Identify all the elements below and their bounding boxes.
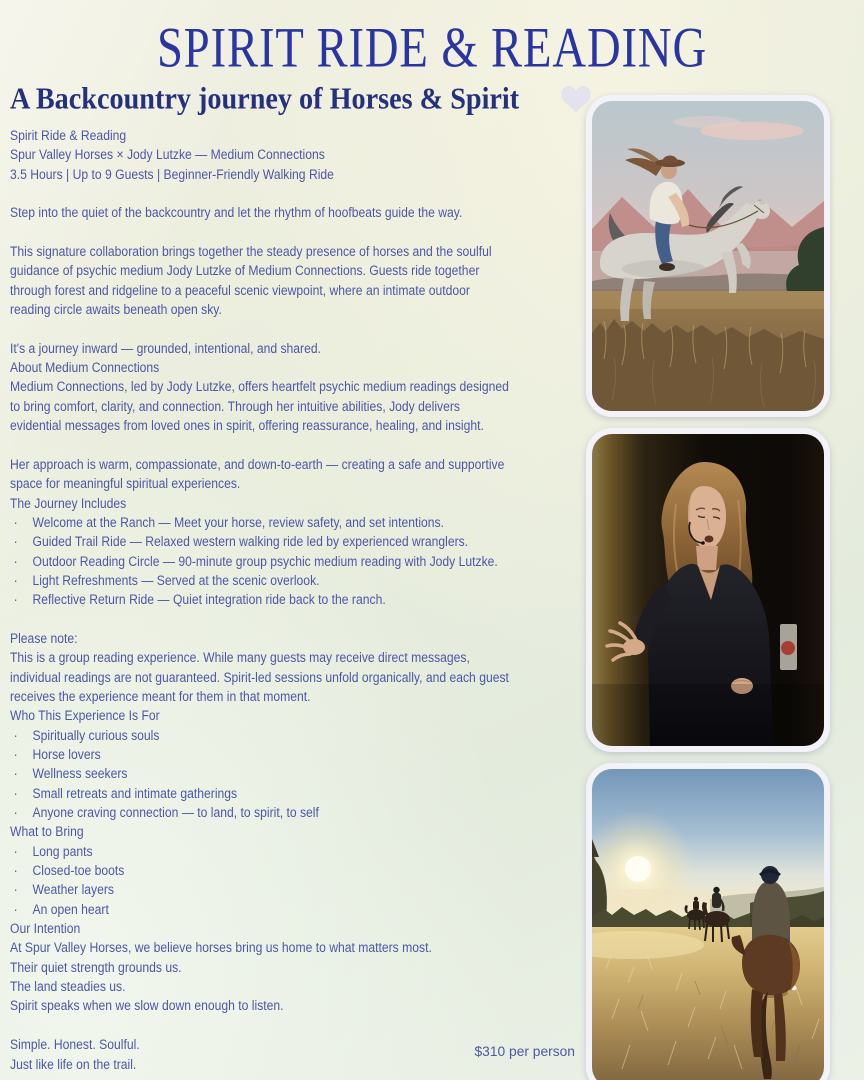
subtitle-row [10,82,591,116]
bullet-item [10,861,588,880]
bullet-item [10,745,588,764]
photo-sunset-trail-ride [586,763,830,1080]
text-line: Spirit speaks when we slow down enough to listen. [10,998,284,1014]
bullet-dot: · [13,785,18,801]
bullet-item [10,571,588,590]
text-line: Our Intention [10,921,81,937]
price-label: $310 per person [474,1044,575,1059]
bullet-text: Closed-toe boots [32,863,125,879]
bullet-dot: · [13,901,18,917]
text-line: guidance of psychic medium Jody Lutzke of Medium Connections. Guests ride together [10,263,480,279]
bullet-text: An open heart [32,901,109,917]
bullet-text: Long pants [32,843,93,859]
bullet-item [10,803,588,822]
text-line: receives the experience meant for them in that moment. [10,688,311,704]
text-line: to bring comfort, clarity, and connection. Through her intuitive abilities, Jody delivers [10,398,461,414]
blank-line [10,436,588,455]
bullet-text: Wellness seekers [32,766,128,782]
text-line: Spur Valley Horses × Jody Lutzke — Medium Connections [10,147,325,163]
text-line: through forest and ridgeline to a peaceful scenic viewpoint, where an intimate outdoor [10,282,470,298]
bullet-dot: · [13,553,18,569]
blank-line [10,184,588,203]
trail-ride-photo-illustration [592,769,824,1080]
bullet-dot: · [13,534,18,550]
blank-line [10,223,588,242]
bullet-item [10,880,588,899]
bullet-item [10,726,588,745]
page-title: SPIRIT RIDE & READING [156,17,708,80]
text-line: Simple. Honest. Soulful. [10,1037,140,1053]
text-line: individual readings are not guaranteed. Spirit-led sessions unfold organically, and each guest [10,669,509,685]
bullet-dot: · [13,766,18,782]
text-line: What to Bring [10,824,84,840]
text-line: 3.5 Hours | Up to 9 Guests | Beginner-Friendly Walking Ride [10,166,334,182]
bullet-text: Welcome at the Ranch — Meet your horse, review safety, and set intentions. [32,514,445,530]
text-line: Please note: [10,630,78,646]
text-line: The Journey Includes [10,495,127,511]
bullet-dot: · [13,805,18,821]
bullet-text: Reflective Return Ride — Quiet integration ride back to the ranch. [32,592,386,608]
text-line: This is a group reading experience. While many guests may receive direct messages, [10,650,470,666]
bullet-text: Horse lovers [32,747,101,762]
rider-photo-illustration [592,101,824,411]
bullet-item [10,532,588,551]
text-line: Who This Experience Is For [10,708,160,724]
text-line: Step into the quiet of the backcountry and let the rhythm of hoofbeats guide the way. [10,205,463,221]
blank-line [10,610,588,629]
text-line: Medium Connections, led by Jody Lutzke, offers heartfelt psychic medium readings designed [10,379,509,395]
speaker-photo-illustration [592,434,824,746]
bullet-dot: · [13,514,18,530]
photo-jody-lutzke-speaking [586,428,830,752]
blank-line [10,1016,588,1035]
bullet-item [10,842,588,861]
bullet-text: Anyone craving connection — to land, to spirit, to self [32,805,319,821]
text-line: It's a journey inward — grounded, intentional, and shared. [10,340,321,356]
bullet-item [10,900,588,919]
bullet-item [10,552,588,571]
text-line: space for meaningful spiritual experiences. [10,476,241,492]
bullet-dot: · [13,863,18,879]
bullet-dot: · [13,727,18,743]
text-line: The land steadies us. [10,979,126,995]
blank-line [10,319,588,338]
bullet-text: Weather layers [32,882,114,898]
bullet-item [10,590,588,609]
text-line: Her approach is warm, compassionate, and down-to-earth — creating a safe and supportive [10,456,505,472]
bullet-text: Outdoor Reading Circle — 90-minute group psychic medium reading with Jody Lutzke. [32,553,498,569]
text-line: Just like life on the trail. [10,1056,137,1072]
bullet-text: Light Refreshments — Served at the scenic overlook. [32,572,320,588]
bullet-item [10,513,588,532]
description-text [10,126,588,1074]
bullet-dot: · [13,592,18,608]
bullet-dot: · [13,572,18,588]
bullet-text: Guided Trail Ride — Relaxed western walking ride led by experienced wranglers. [32,534,469,550]
text-line: evidential messages from loved ones in spirit, offering reassurance, healing, and insight. [10,418,484,434]
bullet-dot: · [13,747,18,762]
text-line: At Spur Valley Horses, we believe horses bring us home to what matters most. [10,940,432,956]
text-line: About Medium Connections [10,360,160,376]
bullet-dot: · [13,843,18,859]
page-subtitle: A Backcountry journey of Horses & Spirit [10,81,520,116]
white-heart-icon [561,86,591,113]
photo-rider-on-grey-horse [586,95,830,417]
bullet-item [10,784,588,803]
bullet-text: Small retreats and intimate gatherings [32,785,238,801]
bullet-dot: · [13,882,18,898]
text-line: reading circle awaits beneath open sky. [10,302,222,318]
text-line: Spirit Ride & Reading [10,128,127,143]
text-line: This signature collaboration brings together the steady presence of horses and the soulful [10,244,492,260]
bullet-item [10,764,588,783]
bullet-text: Spiritually curious souls [32,727,160,743]
text-line: Their quiet strength grounds us. [10,959,182,975]
